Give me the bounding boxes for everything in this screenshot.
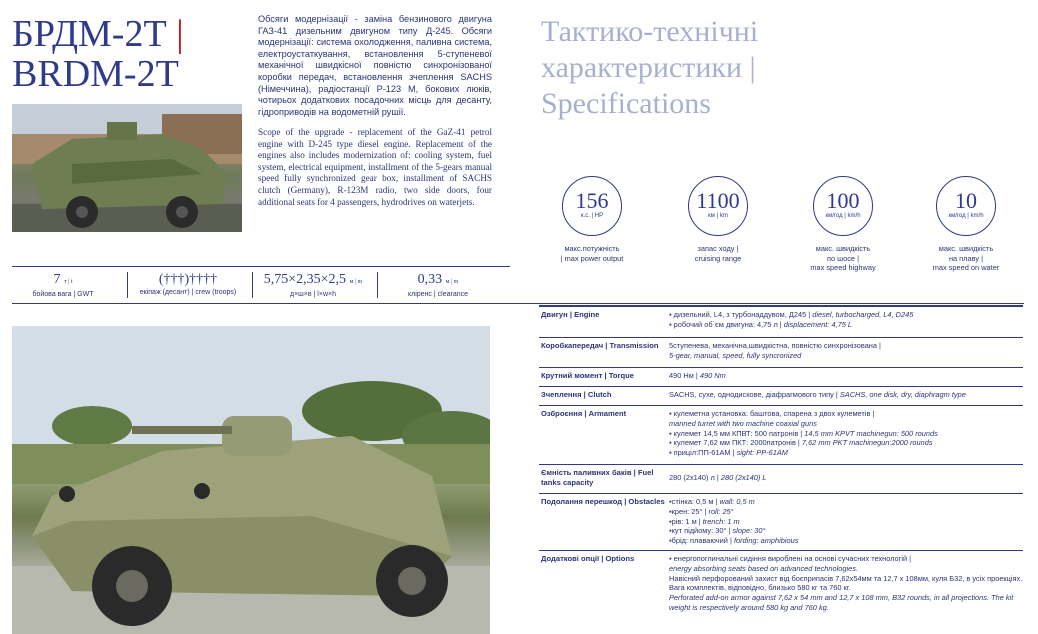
spec-line-en: roll: 25° <box>708 506 734 516</box>
spec-title-line2: характеристики | <box>541 51 756 84</box>
vehicle-photo-top <box>12 104 242 232</box>
spec-line-ua: ▪стінка: 0,5 м | <box>669 497 718 506</box>
circle-range <box>688 176 748 236</box>
specifications-heading <box>541 14 758 122</box>
stat-label: бойова вага | GWT <box>32 291 94 298</box>
circle-value: 10 <box>955 188 977 213</box>
spec-line-en: energy absorbing seats based on advanced technologies. <box>669 563 859 573</box>
spec-row-fuel <box>539 464 1023 493</box>
spec-row-options <box>539 550 1023 623</box>
circle-power <box>562 176 622 236</box>
spec-row-transmission <box>539 337 1023 367</box>
spec-key: Озброєння | Armament <box>541 409 627 418</box>
spec-line-en: fording: amphibious <box>733 536 799 546</box>
spec-value <box>669 368 1023 386</box>
circle-label-line: макс. швидкість <box>938 244 994 253</box>
spec-key: Крутний момент | Torque <box>541 371 634 380</box>
spec-key: Подолання перешкод | Obstacles <box>541 497 665 506</box>
circle-label-line: cruising range <box>694 253 742 263</box>
circle-label-power <box>542 244 642 263</box>
spec-line-ua: 280 (2x140) л | <box>669 473 719 482</box>
spec-key: Двигун | Engine <box>541 310 600 319</box>
stat-value: (†††)†††† <box>158 272 218 287</box>
spec-line-ua: 5ступенева, механічна,швидкістна, повністю синхронізована | <box>669 341 881 350</box>
spec-row-clutch <box>539 386 1023 405</box>
spec-line-ua: ▪рів: 1 м | <box>669 516 701 526</box>
spec-title-line3: Specifications <box>541 87 711 120</box>
spec-value <box>669 387 1023 405</box>
spec-key: Додаткові опції | Options <box>541 554 635 563</box>
circle-label-line: | max power output <box>560 253 624 263</box>
spec-line-ua: ▪брід: плаваючий | <box>669 536 732 546</box>
spec-line-en: wall: 0,5 m <box>719 497 755 506</box>
title-separator: | <box>176 13 184 55</box>
spec-line-en: slope: 30° <box>732 526 766 536</box>
circle-value: 100 <box>826 188 860 213</box>
spec-line-en: displacement: 4,75 L <box>783 319 852 329</box>
spec-line-ua: ▪ енергопоглинальні сидіння вироблені на основі сучасних технологій | <box>669 554 912 563</box>
title-ua: БРДМ-2Т <box>12 13 167 55</box>
circle-label-range <box>668 244 768 263</box>
stat-unit: м | m <box>445 279 459 285</box>
spec-value <box>669 494 1023 550</box>
circle-speed-water <box>936 176 996 236</box>
description-en: Scope of the upgrade - replacement of the GaZ-41 petrol engine with D-245 type diesel engine. Replacement of the engines also includes modernization of: cooling system, fuel system, electrical equipment, installment of the 5-gears manual speed fully synchronized gear box, installment of SACHS clutch (Germany), R-123M radio, two side doors, four additional seats for 4 passengers, hydrodrives on waterjets. <box>258 127 492 207</box>
circle-label-speed-water <box>916 244 1016 273</box>
circle-label-line: по шосе | <box>827 253 859 263</box>
spec-value <box>669 338 1023 367</box>
spec-line-ua: ▪ робочий об`єм двигуна: 4,75 л | <box>669 319 782 329</box>
circle-label-line: макс. швидкість <box>815 244 871 253</box>
circle-label-line: запас ходу | <box>697 244 739 253</box>
circle-label-line: макс.потужність <box>564 244 620 253</box>
stat-divider <box>127 272 128 298</box>
spec-value <box>669 307 1023 337</box>
spec-line-en: 7,62 mm PKT machinegun:2000 rounds <box>801 438 933 448</box>
vehicle-photo-bottom <box>12 326 490 634</box>
stat-dimensions <box>258 272 368 300</box>
stat-value: 0,33 <box>417 272 443 287</box>
spec-line-ua: ▪ кулеметна установка: баштова, спарена з двох кулеметів | <box>669 409 875 418</box>
stat-label: екіпаж (десант) | crew (troops) <box>139 289 237 296</box>
title-en: BRDM-2T <box>12 53 179 95</box>
circle-unit: к.с. | HP <box>580 213 604 219</box>
spec-title-line1: Тактико-технічні <box>541 15 759 48</box>
stat-crew <box>133 272 243 298</box>
spec-line-ua: SACHS, сухе, однодискове, діафрагмового типу | <box>669 390 838 399</box>
circle-unit: км/год | km/h <box>825 213 861 219</box>
circle-label-line: max speed on water <box>932 263 1000 272</box>
specifications-table <box>539 305 1023 623</box>
spec-line-en: diesel, turbocharged, L4, D245 <box>812 310 914 319</box>
stat-divider <box>377 272 378 298</box>
spec-value <box>669 406 1023 464</box>
circle-label-speed-highway <box>793 244 893 273</box>
spec-key: Зчеплення | Clutch <box>541 390 612 399</box>
vehicle-illustration-bottom <box>12 326 490 634</box>
stat-weight <box>8 272 118 300</box>
spec-line-en: manned turret with two machine coaxial guns <box>669 418 817 428</box>
stat-clearance <box>383 272 493 300</box>
spec-line-en: 280 (2x140) L <box>720 473 767 482</box>
spec-row-torque <box>539 367 1023 386</box>
spec-line-en: 490 Nm <box>699 371 726 380</box>
stats-top-rule <box>12 266 510 267</box>
spec-row-obstacles <box>539 493 1023 550</box>
spec-line-ua: ▪крен: 25° | <box>669 506 707 516</box>
stat-unit: м | m <box>349 279 363 285</box>
spec-line-ua: Навісний перфорований захист від боєприпасів 7,62x54мм та 12,7 x 108мм, куля Б32, в усіх проекціях. Вага комплектів, відповідно, близько 580 кг та 760 кг. <box>669 573 1023 593</box>
spec-value <box>669 551 1023 623</box>
circle-label-line: max speed highway <box>810 263 876 272</box>
spec-line-ua: ▪кут підйому: 30° | <box>669 526 731 536</box>
stat-value: 5,75×2,35×2,5 <box>263 272 347 287</box>
spec-key: Коробкапередач | Transmission <box>541 341 659 350</box>
spec-line-ua: ▪ дизельний, L4, з турбонаддувом, Д245 | <box>669 310 811 319</box>
circle-unit: км | km <box>708 213 728 219</box>
stat-label: кліренс | clearance <box>408 291 468 298</box>
spec-line-en: 5-gear, manual, speed, fully syncronized <box>669 350 802 360</box>
spec-line-ua: ▪ приціл:ПП-61АМ | <box>669 448 735 458</box>
stat-unit: т | t <box>64 279 73 285</box>
spec-row-engine <box>539 305 1023 337</box>
page-title <box>12 14 184 94</box>
stats-bottom-rule <box>12 303 1024 304</box>
spec-key: Ємність паливних баків | Fuel tanks capacity <box>541 468 654 487</box>
vehicle-illustration-top <box>12 104 242 232</box>
stat-value: 7 <box>53 272 61 287</box>
circle-label-line: на плаву | <box>948 253 984 263</box>
circle-speed-highway <box>813 176 873 236</box>
spec-line-en: SACHS, one disk, dry, diaphragm type <box>839 390 966 399</box>
description-ua: Обсяги модернізації - заміна бензинового двигуна ГАЗ-41 дизельним двигуном типу Д-245. Обсяги модернізації: система охолодження, паливна система, електроустаткування, встановлення 5-ступеневої механічної швидкісної повністю синхронізованої коробки передач, встановлення зчеплення SACHS (Німеччина), радіостанції Р-123 М, бокових люків, чотирьох додаткових посадочних місць для десанту, гідроприводів на водометній рушії. <box>258 14 492 117</box>
circle-value: 1100 <box>696 188 740 213</box>
spec-line-en: 14,5 mm KPVT machinegun: 500 rounds <box>804 428 938 438</box>
spec-line-ua: ▪ кулемет 14,5 мм КПВТ: 500 патронів | <box>669 428 803 438</box>
circle-unit: км/год | km/h <box>948 213 984 219</box>
spec-line-ua: ▪ кулемет 7,62 мм ПКТ: 2000патронів | <box>669 438 800 448</box>
spec-line-ua: 490 Нм | <box>669 371 698 380</box>
spec-line-en: Perforated add-on armor against 7,62 x 54 mm and 12,7 x 108 mm, B32 rounds, in all projections. The kit weight is respectively around 580 kg and 760 kg. <box>669 593 1014 612</box>
spec-value <box>669 465 1023 493</box>
circle-value: 156 <box>575 188 609 213</box>
spec-line-en: trench: 1 m <box>702 516 740 526</box>
spec-line-en: sight: PP-61AM <box>736 448 788 458</box>
spec-row-armament <box>539 405 1023 464</box>
stat-divider <box>252 272 253 298</box>
stat-label: д×ш×в | l×w×h <box>290 291 336 298</box>
